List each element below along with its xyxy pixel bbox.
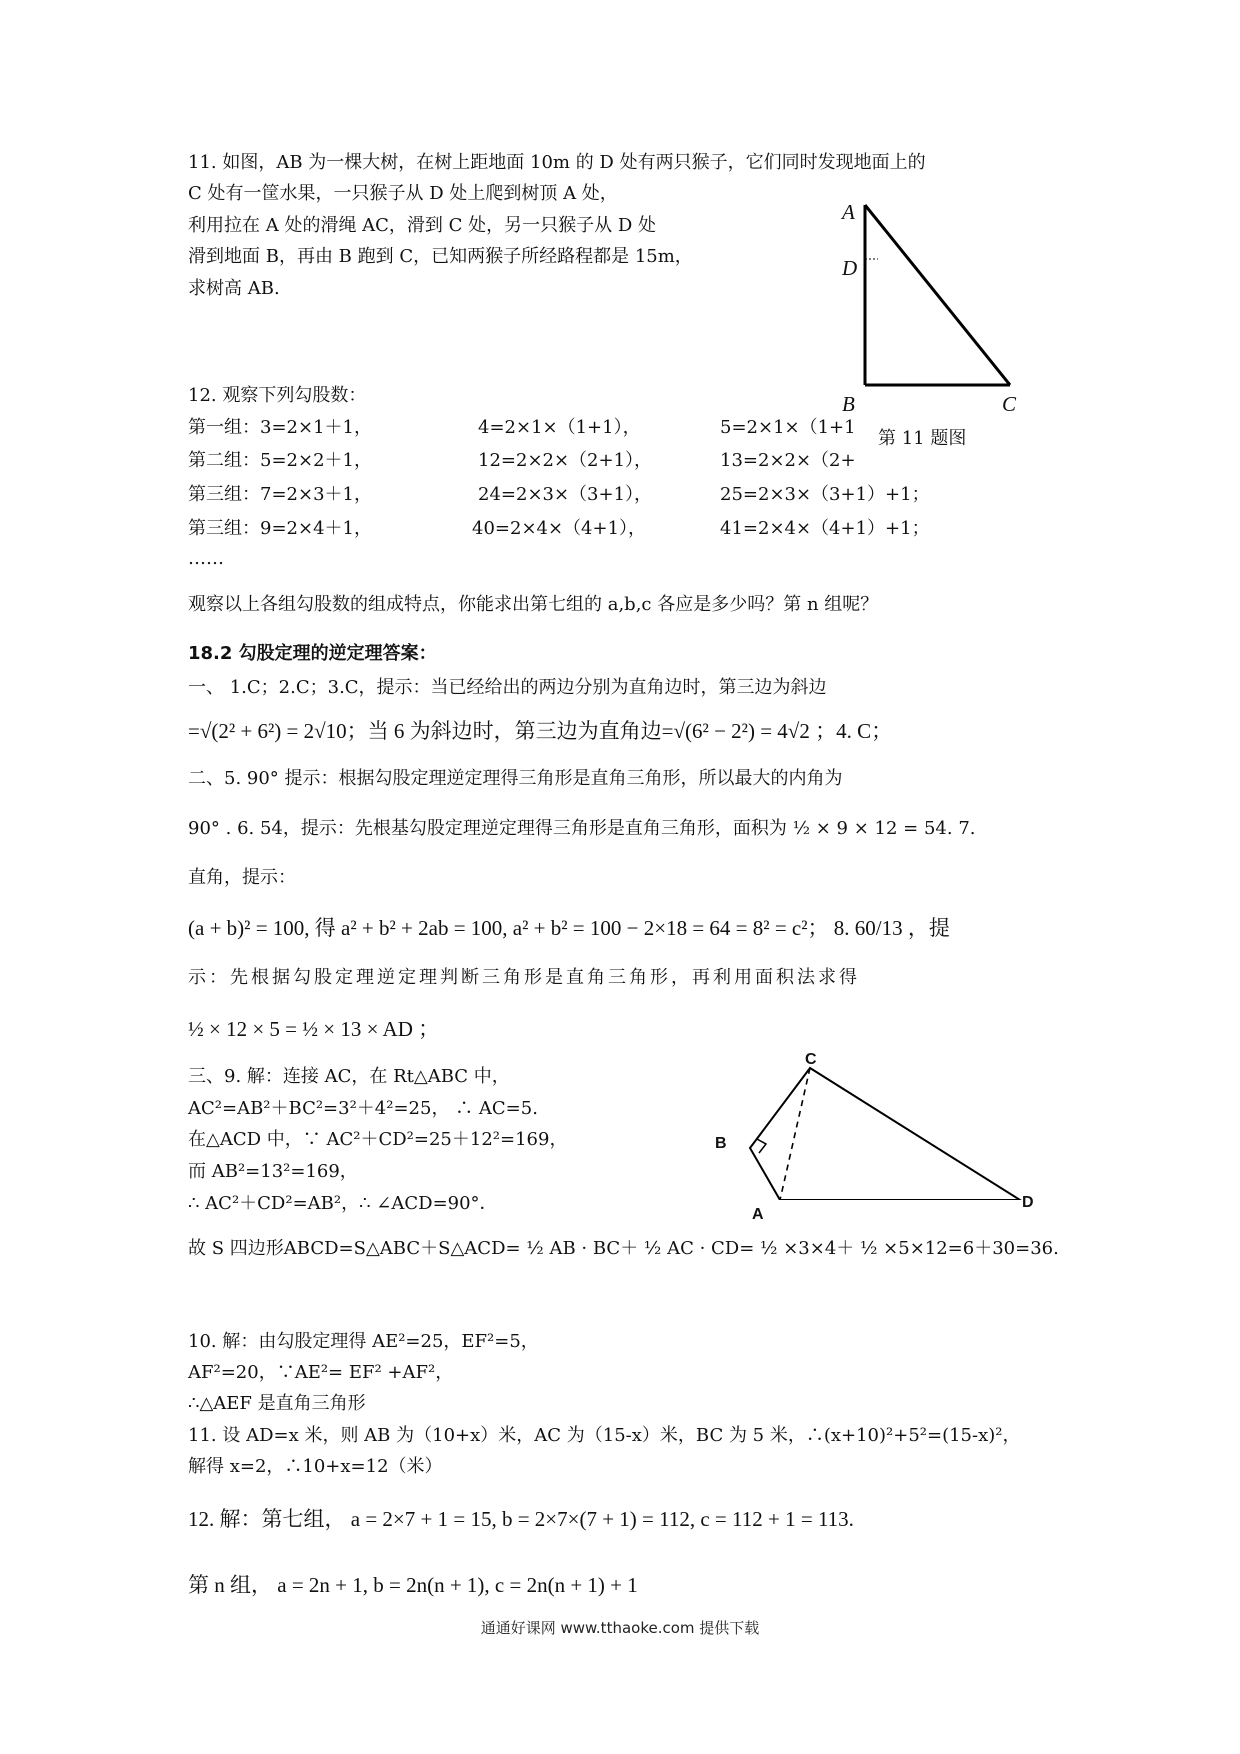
answers-heading: 18.2 勾股定理的逆定理答案： [188, 643, 437, 664]
solution-10-line-2: AF²=20，∵AE²= EF² +AF²， [188, 1362, 454, 1383]
rope-line-ac [865, 205, 1010, 385]
answer-line-4: 90° . 6. 54，提示：先根基勾股定理逆定理得三角形是直角三角形，面积为 ½ × 9 × 12 = 54. 7. [188, 818, 976, 839]
solution-12-line-2: 第 n 组， a = 2n + 1, b = 2n(n + 1), c = 2n(n + 1) + 1 [188, 1573, 638, 1597]
p12-row1-col2: 4=2×1×（1+1）， [478, 417, 641, 438]
p12-row4-col2: 40=2×4×（4+1）， [472, 518, 647, 539]
quadrilateral-outline [750, 1068, 1020, 1200]
p12-row2-col1: 第二组：5=2×2＋1， [188, 450, 372, 471]
figure-11-caption: 第 11 题图 [874, 428, 970, 450]
answer-line-5: 直角，提示： [188, 867, 296, 888]
solution-10-line-1: 10. 解：由勾股定理得 AE²=25，EF²=5， [188, 1331, 539, 1352]
answer-line-3: 二、5. 90° 提示：根据勾股定理逆定理得三角形是直角三角形，所以最大的内角为 [188, 768, 843, 789]
problem-11-line-4: 滑到地面 B，再由 B 跑到 C，已知两猴子所经路程都是 15m， [188, 246, 693, 267]
fig11-label-b: B [842, 392, 855, 416]
p12-row2-col2: 12=2×2×（2+1）， [478, 450, 653, 471]
p12-row3-col2: 24=2×3×（3+1）， [478, 484, 653, 505]
fig9-label-c: C [805, 1051, 817, 1068]
problem-11-line-3: 利用拉在 A 处的滑绳 AC，滑到 C 处，另一只猴子从 D 处 [188, 215, 657, 236]
p12-row3-col1: 第三组：7=2×3＋1， [188, 484, 372, 505]
answer-line-6: (a + b)² = 100, 得 a² + b² + 2ab = 100, a² + b² = 100 − 2×18 = 64 = 8² = c²； 8. 60/13 ，提 [188, 916, 950, 940]
solution-9-line-4: 而 AB²=13²=169， [188, 1161, 358, 1182]
p12-question: 观察以上各组勾股数的组成特点，你能求出第七组的 a,b,c 各应是多少吗？第 n 组呢？ [188, 594, 879, 615]
solution-9-line-2: AC²=AB²＋BC²=3²＋4²=25， ∴ AC=5. [188, 1098, 538, 1119]
fig11-label-c: C [1002, 392, 1017, 416]
page-footer: 通通好课网 www.tthaoke.com 提供下载 [480, 1619, 760, 1637]
fig9-label-d: D [1022, 1194, 1034, 1211]
problem-11-line-2: C 处有一筐水果，一只猴子从 D 处上爬到树顶 A 处， [188, 183, 618, 204]
right-angle-mark-b [757, 1139, 766, 1153]
p12-row4-col1: 第三组：9=2×4＋1， [188, 518, 372, 539]
p12-row3-col3: 25=2×3×（3+1）+1； [720, 484, 930, 505]
solution-11-line-2: 解得 x=2，∴10+x=12（米） [188, 1456, 443, 1477]
fig11-label-a: A [842, 200, 855, 224]
problem-11-line-1: 11. 如图，AB 为一棵大树，在树上距地面 10m 的 D 处有两只猴子，它们同时发现地面上的 [188, 152, 926, 173]
fig11-label-d: D [842, 256, 858, 280]
answer-line-2: =√(2² + 6²) = 2√10；当 6 为斜边时，第三边为直角边=√(6² − 2²) = 4√2 ；4. C； [188, 719, 893, 743]
p12-row2-col3: 13=2×2×（2+ [720, 450, 856, 471]
solution-9-line-1: 三、9. 解：连接 AC，在 Rt△ABC 中， [188, 1066, 510, 1087]
solution-10-line-3: ∴△AEF 是直角三角形 [188, 1393, 366, 1414]
answer-line-7: 示：先根据勾股定理逆定理判断三角形是直角三角形，再利用面积法求得 [188, 967, 860, 988]
problem-12-title: 12. 观察下列勾股数： [188, 385, 367, 406]
solution-11-line-1: 11. 设 AD=x 米，则 AB 为（10+x）米，AC 为（15-x）米，BC 为 5 米，∴(x+10)²+5²=(15-x)²， [188, 1425, 1021, 1446]
solution-9-line-5: ∴ AC²＋CD²=AB²，∴ ∠ACD=90°． [188, 1193, 498, 1214]
p12-ellipsis: …… [188, 548, 224, 569]
figure-11-triangle [830, 195, 1030, 415]
figure-9-quadrilateral [700, 1050, 1040, 1200]
p12-row1-col3: 5=2×1×（1+1 [720, 417, 856, 438]
problem-11-line-5: 求树高 AB. [188, 278, 280, 299]
answer-line-8: ½ × 12 × 5 = ½ × 13 × AD ； [188, 1017, 440, 1041]
fig9-label-b: B [715, 1135, 727, 1152]
answer-line-1: 一、 1.C；2.C；3.C，提示：当已经给出的两边分别为直角边时，第三边为斜边 [188, 677, 827, 698]
p12-row4-col3: 41=2×4×（4+1）+1； [720, 518, 930, 539]
solution-9-line-6: 故 S 四边形ABCD=S△ABC＋S△ACD= ½ AB · BC＋ ½ AC · CD= ½ ×3×4＋ ½ ×5×12=6＋30=36. [188, 1238, 1059, 1259]
fig9-label-a: A [752, 1206, 764, 1223]
p12-row1-col1: 第一组：3=2×1＋1， [188, 417, 372, 438]
solution-12-line-1: 12. 解：第七组， a = 2×7 + 1 = 15, b = 2×7×(7 + 1) = 112, c = 112 + 1 = 113. [188, 1507, 854, 1531]
solution-9-line-3: 在△ACD 中，∵ AC²＋CD²=25＋12²=169， [188, 1129, 568, 1150]
